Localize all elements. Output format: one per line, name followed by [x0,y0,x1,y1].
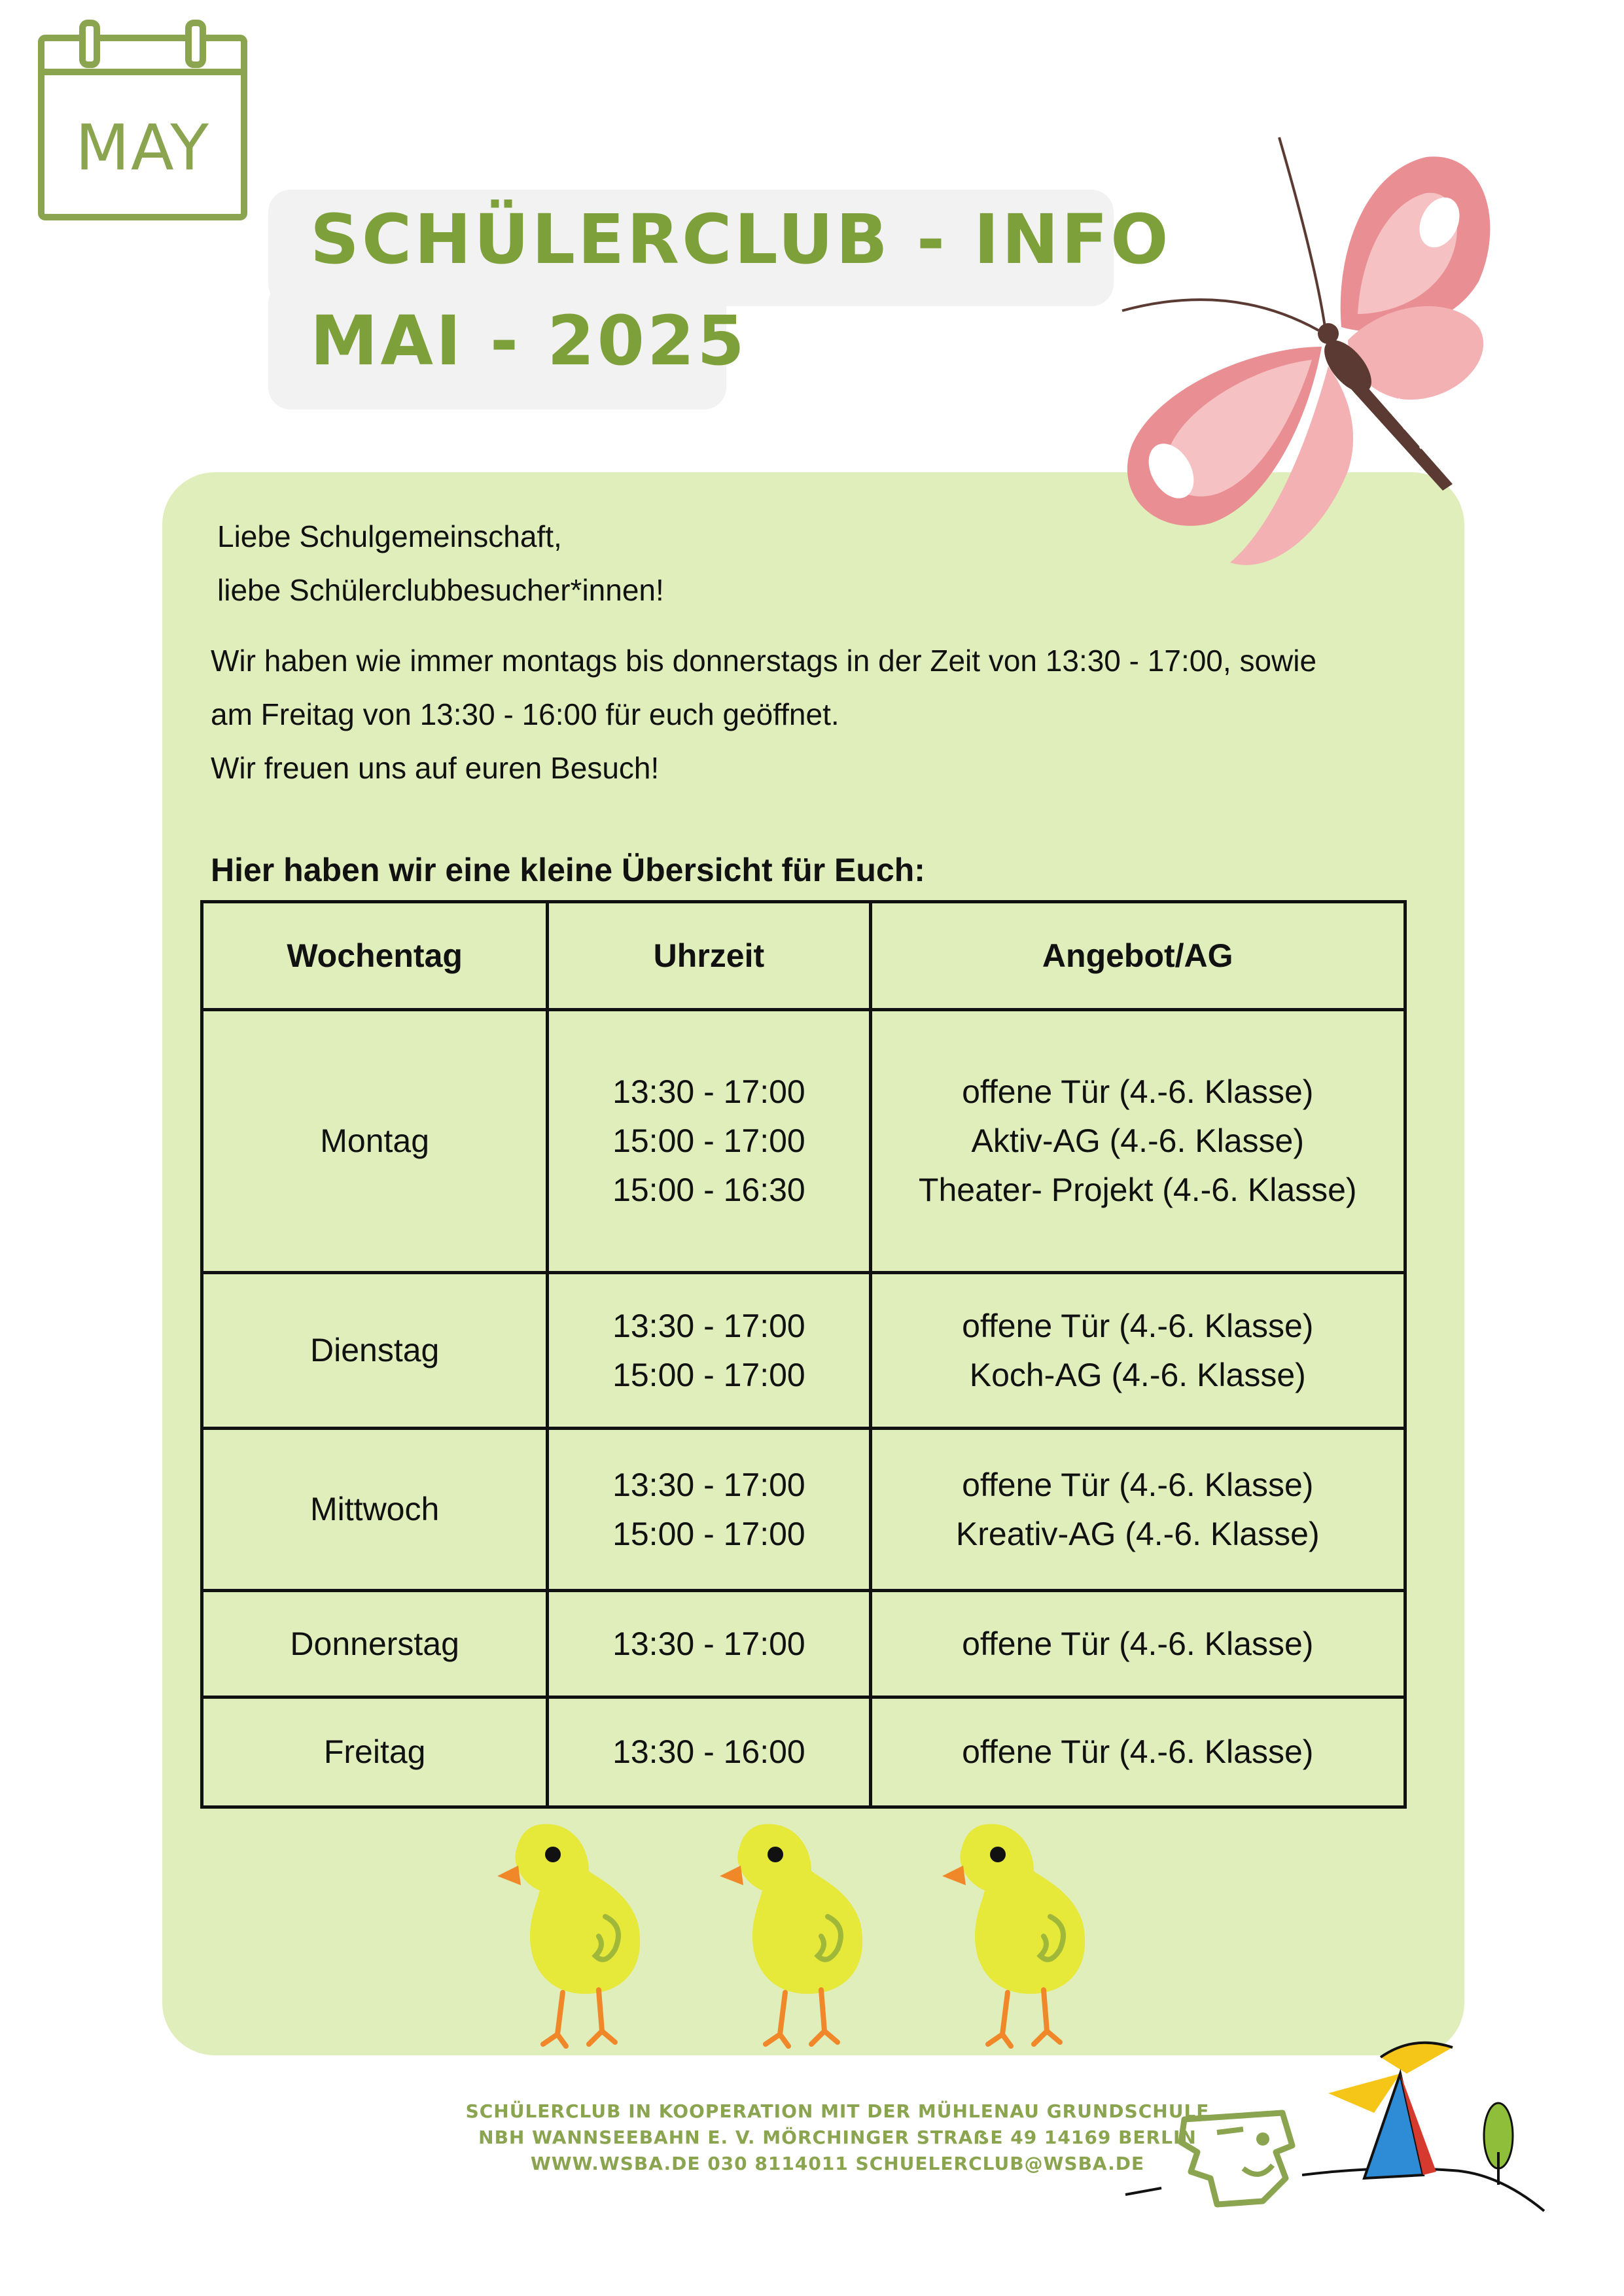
offer-item: offene Tür (4.-6. Klasse) [962,1733,1314,1770]
row-day: Montag [202,1010,548,1273]
association-logo-icon [1302,1995,1551,2218]
offer-item: Kreativ-AG (4.-6. Klasse) [955,1515,1320,1552]
row-offers [870,1429,1405,1591]
row-offers [870,1273,1405,1429]
greeting-line-1: Liebe Schulgemeinschaft, [217,519,562,553]
offer-item: offene Tür (4.-6. Klasse) [962,1073,1314,1110]
chicks-illustration [491,1818,1158,2054]
row-times [548,1591,870,1697]
offer-item: offene Tür (4.-6. Klasse) [962,1625,1314,1662]
row-times [548,1429,870,1591]
table-row [202,1010,1405,1273]
time-slot: 15:00 - 16:30 [612,1172,805,1208]
time-slot: 13:30 - 17:00 [612,1466,805,1503]
header-time: Uhrzeit [548,902,870,1010]
offer-item: Koch-AG (4.-6. Klasse) [969,1356,1306,1393]
greeting-line-2: liebe Schülerclubbesucher*innen! [217,573,664,607]
offer-item: offene Tür (4.-6. Klasse) [962,1307,1314,1344]
row-offers [870,1697,1405,1807]
table-heading: Hier haben wir eine kleine Übersicht für Euch: [211,852,925,888]
table-row [202,1429,1405,1591]
intro-line-1: Wir haben wie immer montags bis donnerstags in der Zeit von 13:30 - 17:00, sowie [211,644,1317,678]
calendar-icon [38,20,247,222]
time-slot: 13:30 - 17:00 [612,1073,805,1110]
row-offers [870,1591,1405,1697]
offer-item: offene Tür (4.-6. Klasse) [962,1466,1314,1503]
header-weekday: Wochentag [202,902,548,1010]
time-slot: 15:00 - 17:00 [612,1122,805,1159]
table-row [202,1697,1405,1807]
calendar-month: MAY [75,111,210,184]
footer-line-1: SCHÜLERCLUB IN KOOPERATION MIT DER MÜHLENAU GRUNDSCHULE [465,2100,1210,2122]
page-title: SCHÜLERCLUB - INFO [310,200,1171,279]
offer-item: Theater- Projekt (4.-6. Klasse) [918,1172,1357,1208]
time-slot: 15:00 - 17:00 [612,1356,805,1393]
row-day: Dienstag [202,1273,548,1429]
footer-line-2: NBH WANNSEEBAHN E. V. MÖRCHINGER STRAẞE 49 14169 BERLIN [478,2127,1197,2148]
row-times [548,1010,870,1273]
row-day: Freitag [202,1697,548,1807]
header-offer: Angebot/AG [870,902,1405,1010]
row-day: Mittwoch [202,1429,548,1591]
butterfly-icon [1060,131,1492,589]
intro-line-3: Wir freuen uns auf euren Besuch! [211,751,660,785]
schedule-table [200,900,1407,1809]
offer-item: Aktiv-AG (4.-6. Klasse) [971,1122,1304,1159]
page-subtitle: MAI - 2025 [310,301,747,381]
time-slot: 13:30 - 16:00 [612,1733,805,1770]
intro-line-2: am Freitag von 13:30 - 16:00 für euch geöffnet. [211,697,839,731]
row-day: Donnerstag [202,1591,548,1697]
table-row [202,1273,1405,1429]
row-times [548,1273,870,1429]
time-slot: 13:30 - 17:00 [612,1307,805,1344]
time-slot: 13:30 - 17:00 [612,1625,805,1662]
club-logo-icon [1112,2106,1322,2211]
row-times [548,1697,870,1807]
footer-line-3: WWW.WSBA.DE 030 8114011 SCHUELERCLUB@WSBA.DE [530,2153,1145,2174]
row-offers [870,1010,1405,1273]
table-row [202,1591,1405,1697]
table-header-row [202,902,1405,1010]
time-slot: 15:00 - 17:00 [612,1515,805,1552]
